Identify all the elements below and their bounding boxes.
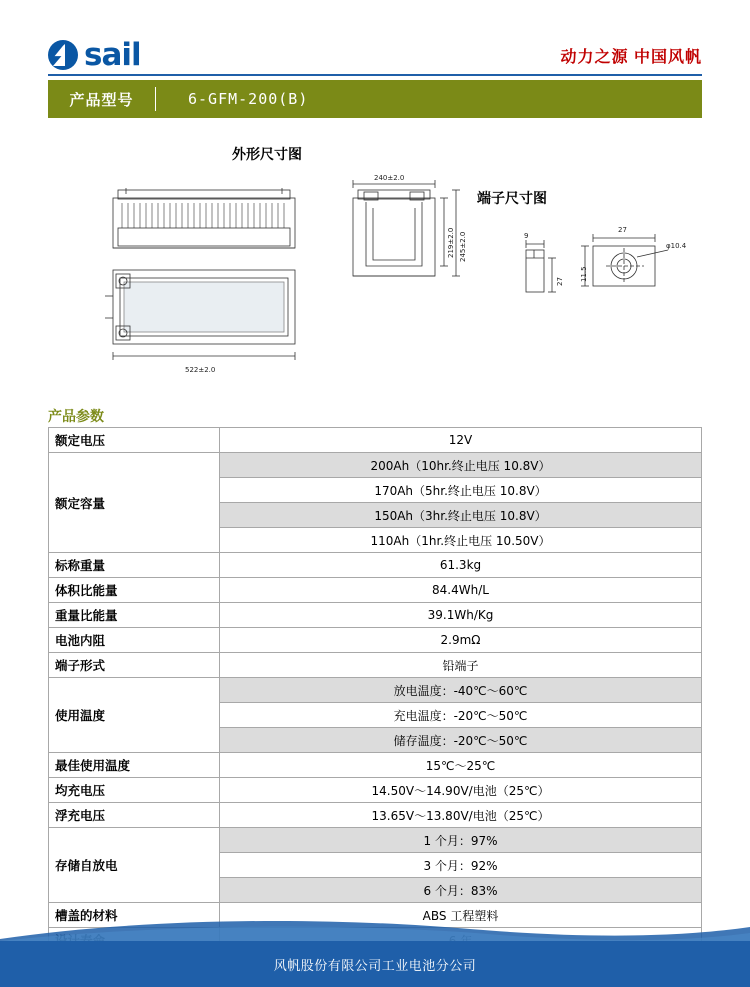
param-key: 使用温度 [49,678,220,753]
param-value: 2.9mΩ [220,628,702,653]
param-value: 170Ah（5hr.终止电压 10.8V） [220,478,702,503]
dim-height: 219±2.0 [447,227,455,258]
param-value: 14.50V～14.90V/电池（25℃） [220,778,702,803]
param-key: 额定容量 [49,453,220,553]
params-table [48,427,702,953]
param-value: 6 个月：83% [220,878,702,903]
params-heading: 产品参数 [48,406,702,431]
table-row [49,678,702,703]
table-row [49,603,702,628]
sail-logo-icon [48,40,78,70]
technical-drawings [48,170,702,385]
param-key: 最佳使用温度 [49,753,220,778]
param-value: 13.65V～13.80V/电池（25℃） [220,803,702,828]
param-key: 电池内阻 [49,628,220,653]
table-row [49,428,702,453]
dim-terminal-hole: φ10.4 [666,242,687,250]
footer-wave [0,915,750,941]
table-row [49,753,702,778]
outline-drawing-title: 外形尺寸图 [232,146,302,162]
param-value: 12V [220,428,702,453]
dim-length: 522±2.0 [185,366,216,374]
param-value: 充电温度：-20℃～50℃ [220,703,702,728]
brand-logo-text: sail [84,36,141,73]
param-key: 均充电压 [49,778,220,803]
dim-terminal-width: 27 [618,226,627,234]
param-key: 端子形式 [49,653,220,678]
model-bar [48,80,702,118]
param-key: 额定电压 [49,428,220,453]
param-value: 61.3kg [220,553,702,578]
param-key: 存储自放电 [49,828,220,903]
dim-terminal-offset: 11.5 [580,266,588,282]
param-key: 重量比能量 [49,603,220,628]
model-value: 6-GFM-200(B) [188,90,309,108]
page-header [48,36,702,74]
table-row [49,828,702,853]
header-divider [48,74,702,76]
param-value: 150Ah（3hr.终止电压 10.8V） [220,503,702,528]
param-value: 铅端子 [220,653,702,678]
table-row [49,653,702,678]
param-value: 3 个月：92% [220,853,702,878]
param-key: 体积比能量 [49,578,220,603]
table-row [49,778,702,803]
param-value: 39.1Wh/Kg [220,603,702,628]
table-row [49,628,702,653]
table-row [49,578,702,603]
footer-text: 风帆股份有限公司工业电池分公司 [273,957,477,973]
model-label: 产品型号 [69,91,134,109]
param-value: 200Ah（10hr.终止电压 10.8V） [220,453,702,478]
param-value: 110Ah（1hr.终止电压 10.50V） [220,528,702,553]
param-key: 槽盖的材料 [49,903,220,928]
footer-wave-svg [0,915,750,941]
dim-terminal-height: 27 [556,277,564,286]
param-value: 放电温度：-40℃～60℃ [220,678,702,703]
battery-drawing-svg [48,170,702,385]
table-row [49,553,702,578]
brand-slogan: 动力之源 中国风帆 [560,48,702,66]
page-footer [0,941,750,987]
table-row [49,803,702,828]
dim-total-height: 245±2.0 [459,231,467,262]
brand-logo [48,36,141,73]
param-key: 浮充电压 [49,803,220,828]
param-value: 储存温度：-20℃～50℃ [220,728,702,753]
param-value: 84.4Wh/L [220,578,702,603]
terminal-drawing-title: 端子尺寸图 [477,190,547,206]
dim-terminal-small: 9 [524,232,529,240]
param-key: 标称重量 [49,553,220,578]
param-value: 15℃～25℃ [220,753,702,778]
table-row [49,453,702,478]
param-value: ABS 工程塑料 [220,903,702,928]
dim-width: 240±2.0 [374,174,405,182]
param-value: 1 个月：97% [220,828,702,853]
